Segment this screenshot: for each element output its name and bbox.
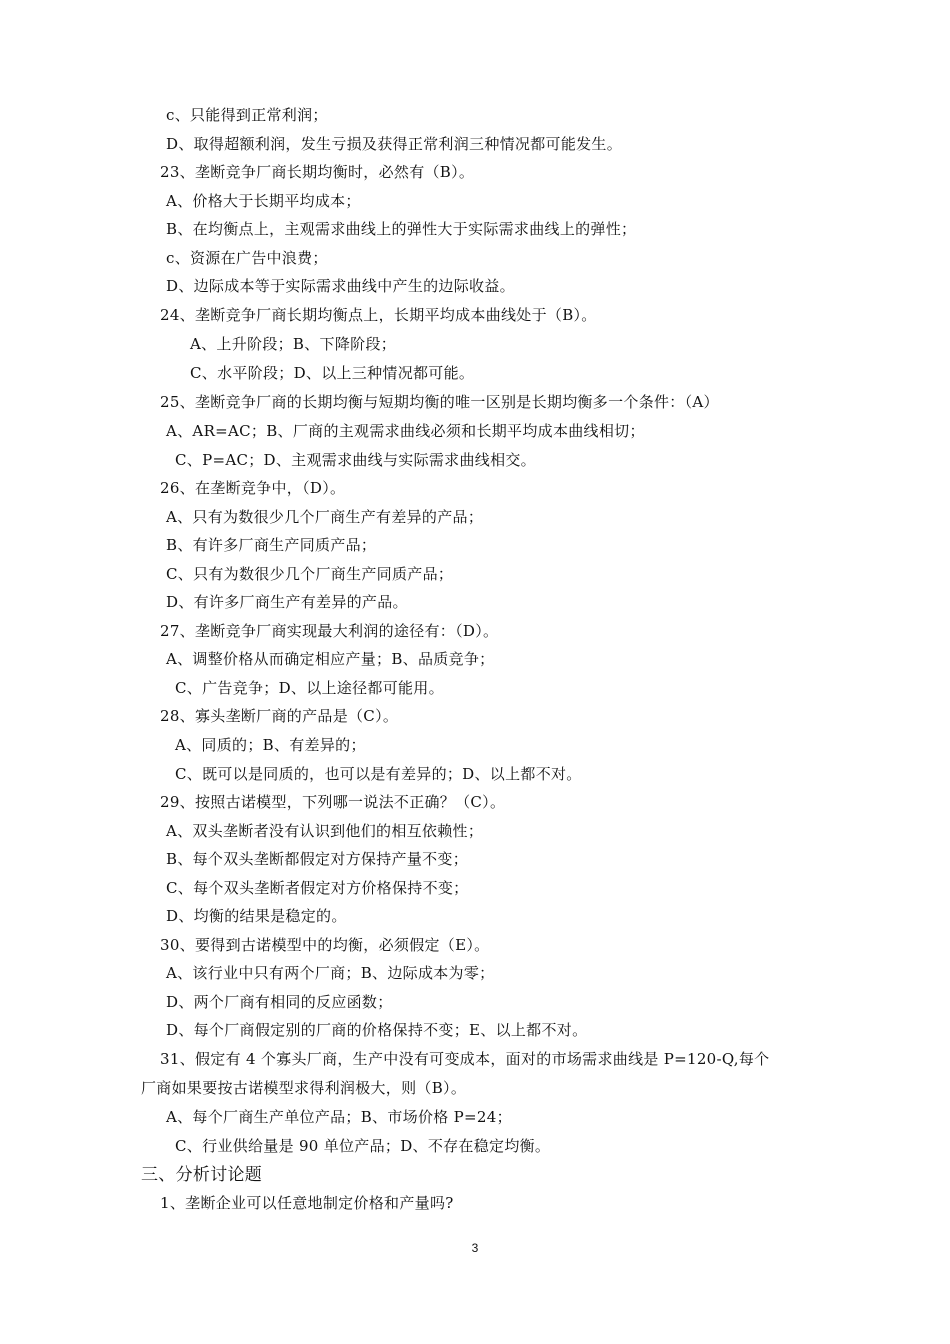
section-heading: 三、分析讨论题 [141,1165,263,1185]
text-line: C、每个双头垄断者假定对方价格保持不变； [166,879,469,897]
question-text: 29、按照古诺模型，下列哪一说法不正确？（C）。 [160,793,506,811]
question-text: 1、垄断企业可以任意地制定价格和产量吗? [160,1194,454,1212]
question-text: 26、在垄断竞争中，（D）。 [160,479,346,497]
text-line: D、有许多厂商生产有差异的产品。 [166,593,408,611]
question-text: 28、寡头垄断厂商的产品是（C）。 [160,707,399,725]
question-text: 27、垄断竞争厂商实现最大利润的途径有：（D）。 [160,622,499,640]
text-line: c、资源在广告中浪费； [166,249,328,267]
text-line: A、只有为数很少几个厂商生产有差异的产品； [166,508,484,526]
question-text: 31、假定有 4 个寡头厂商，生产中没有可变成本，面对的市场需求曲线是 P=120-Q,每个 [160,1050,770,1068]
question-text: 30、要得到古诺模型中的均衡，必须假定（E）。 [160,936,490,954]
text-line: C、水平阶段；D、以上三种情况都可能。 [190,364,475,382]
text-line: B、每个双头垄断都假定对方保持产量不变； [166,850,469,868]
text-line: C、行业供给量是 90 单位产品；D、不存在稳定均衡。 [175,1137,551,1155]
text-line: A、双头垄断者没有认识到他们的相互依赖性； [166,822,484,840]
text-line: C、广告竞争；D、以上途径都可能用。 [175,679,444,697]
text-line: A、调整价格从而确定相应产量；B、品质竞争； [166,650,495,668]
question-text: 24、垄断竞争厂商长期均衡点上，长期平均成本曲线处于（B）。 [160,306,597,324]
text-line: A、该行业中只有两个厂商；B、边际成本为零； [166,964,495,982]
text-line: A、价格大于长期平均成本； [166,192,361,210]
question-text: 23、垄断竞争厂商长期均衡时，必然有（B）。 [160,163,475,181]
text-line: 厂商如果要按古诺模型求得利润极大，则（B）。 [141,1079,467,1097]
text-line: A、AR=AC；B、厂商的主观需求曲线必须和长期平均成本曲线相切； [166,422,645,440]
text-line: D、边际成本等于实际需求曲线中产生的边际收益。 [166,277,515,295]
text-line: C、P=AC；D、主观需求曲线与实际需求曲线相交。 [175,451,536,469]
text-line: A、上升阶段；B、下降阶段； [190,335,397,353]
text-line: c、只能得到正常利润； [166,106,328,124]
text-line: C、只有为数很少几个厂商生产同质产品； [166,565,454,583]
text-line: B、有许多厂商生产同质产品； [166,536,377,554]
text-line: B、在均衡点上，主观需求曲线上的弹性大于实际需求曲线上的弹性； [166,220,637,238]
text-line: D、每个厂商假定别的厂商的价格保持不变；E、以上都不对。 [166,1021,588,1039]
question-text: 25、垄断竞争厂商的长期均衡与短期均衡的唯一区别是长期均衡多一个条件：（A） [160,393,719,411]
text-line: D、两个厂商有相同的反应函数； [166,993,393,1011]
text-line: A、同质的；B、有差异的； [175,736,366,754]
text-line: A、每个厂商生产单位产品；B、市场价格 P=24； [166,1108,512,1126]
page-number: 3 [471,1241,479,1255]
text-line: D、取得超额利润，发生亏损及获得正常利润三种情况都可能发生。 [166,135,623,153]
text-line: D、均衡的结果是稳定的。 [166,907,347,925]
text-line: C、既可以是同质的，也可以是有差异的；D、以上都不对。 [175,765,582,783]
